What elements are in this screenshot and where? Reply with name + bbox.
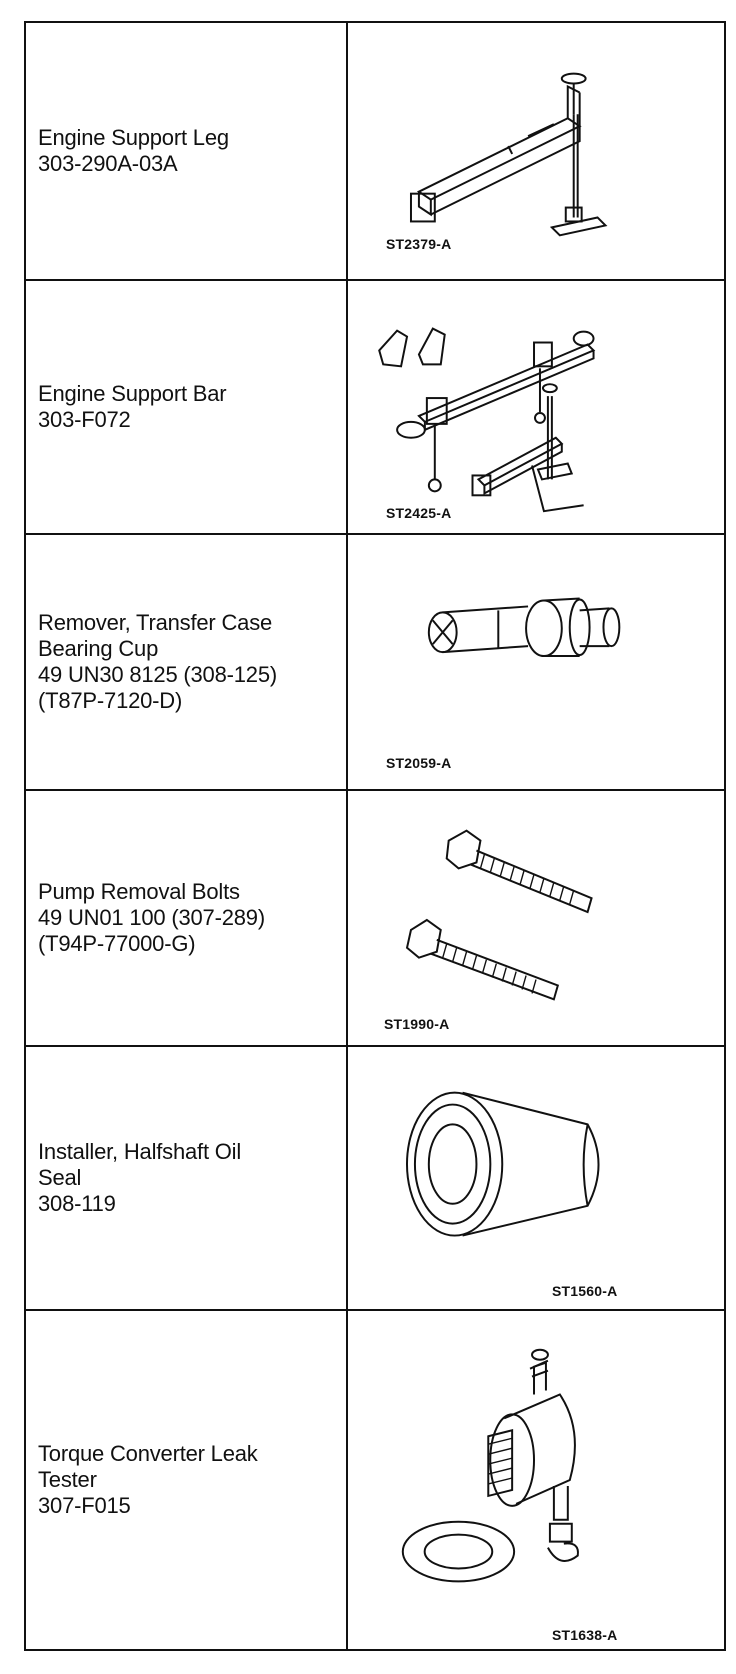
tool-number: 303-290A-03A xyxy=(38,151,178,176)
tool-image-cell xyxy=(347,534,725,790)
tool-name: Pump Removal Bolts xyxy=(38,879,240,904)
engine-support-bar-illustration xyxy=(348,281,724,533)
figure-code: ST1638-A xyxy=(552,1627,618,1643)
table-row xyxy=(25,280,725,534)
figure-code: ST2425-A xyxy=(386,505,452,521)
figure-code: ST1560-A xyxy=(552,1283,618,1299)
tool-image-cell xyxy=(347,1046,725,1310)
tool-image-cell xyxy=(347,1310,725,1650)
tool-name: Seal xyxy=(38,1165,82,1190)
tool-name-cell xyxy=(25,534,347,790)
tool-name-cell xyxy=(25,280,347,534)
tool-number: 49 UN01 100 (307-289) xyxy=(38,905,265,930)
tool-name: Engine Support Leg xyxy=(38,125,229,150)
tool-image-cell xyxy=(347,22,725,280)
table-row xyxy=(25,1310,725,1650)
tool-number: (T94P-77000-G) xyxy=(38,931,196,956)
special-tools-table xyxy=(24,21,726,1651)
tool-name: Torque Converter Leak xyxy=(38,1441,258,1466)
table-row xyxy=(25,1046,725,1310)
leak-tester-illustration xyxy=(348,1311,724,1649)
tool-image-cell xyxy=(347,790,725,1046)
tool-name: Engine Support Bar xyxy=(38,381,227,406)
tool-number: (T87P-7120-D) xyxy=(38,688,183,713)
figure-code: ST1990-A xyxy=(384,1016,450,1032)
table-row xyxy=(25,790,725,1046)
tool-name: Installer, Halfshaft Oil xyxy=(38,1139,242,1164)
oil-seal-installer-illustration xyxy=(348,1047,724,1309)
tool-number: 307-F015 xyxy=(38,1493,131,1518)
tool-name: Remover, Transfer Case xyxy=(38,610,273,635)
figure-code: ST2379-A xyxy=(386,236,452,252)
tool-name: Bearing Cup xyxy=(38,636,159,661)
tool-number: 303-F072 xyxy=(38,407,131,432)
table-row xyxy=(25,22,725,280)
tool-image-cell xyxy=(347,280,725,534)
tool-number: 49 UN30 8125 (308-125) xyxy=(38,662,277,687)
tool-name-cell xyxy=(25,1310,347,1650)
table-row xyxy=(25,534,725,790)
tool-number: 308-119 xyxy=(38,1191,116,1216)
figure-code: ST2059-A xyxy=(386,755,452,771)
tool-name: Tester xyxy=(38,1467,97,1492)
tool-name-cell xyxy=(25,790,347,1046)
pump-removal-bolts-illustration xyxy=(348,791,724,1045)
tool-name-cell xyxy=(25,1046,347,1310)
tool-name-cell xyxy=(25,22,347,280)
bearing-cup-remover-illustration xyxy=(348,535,724,789)
